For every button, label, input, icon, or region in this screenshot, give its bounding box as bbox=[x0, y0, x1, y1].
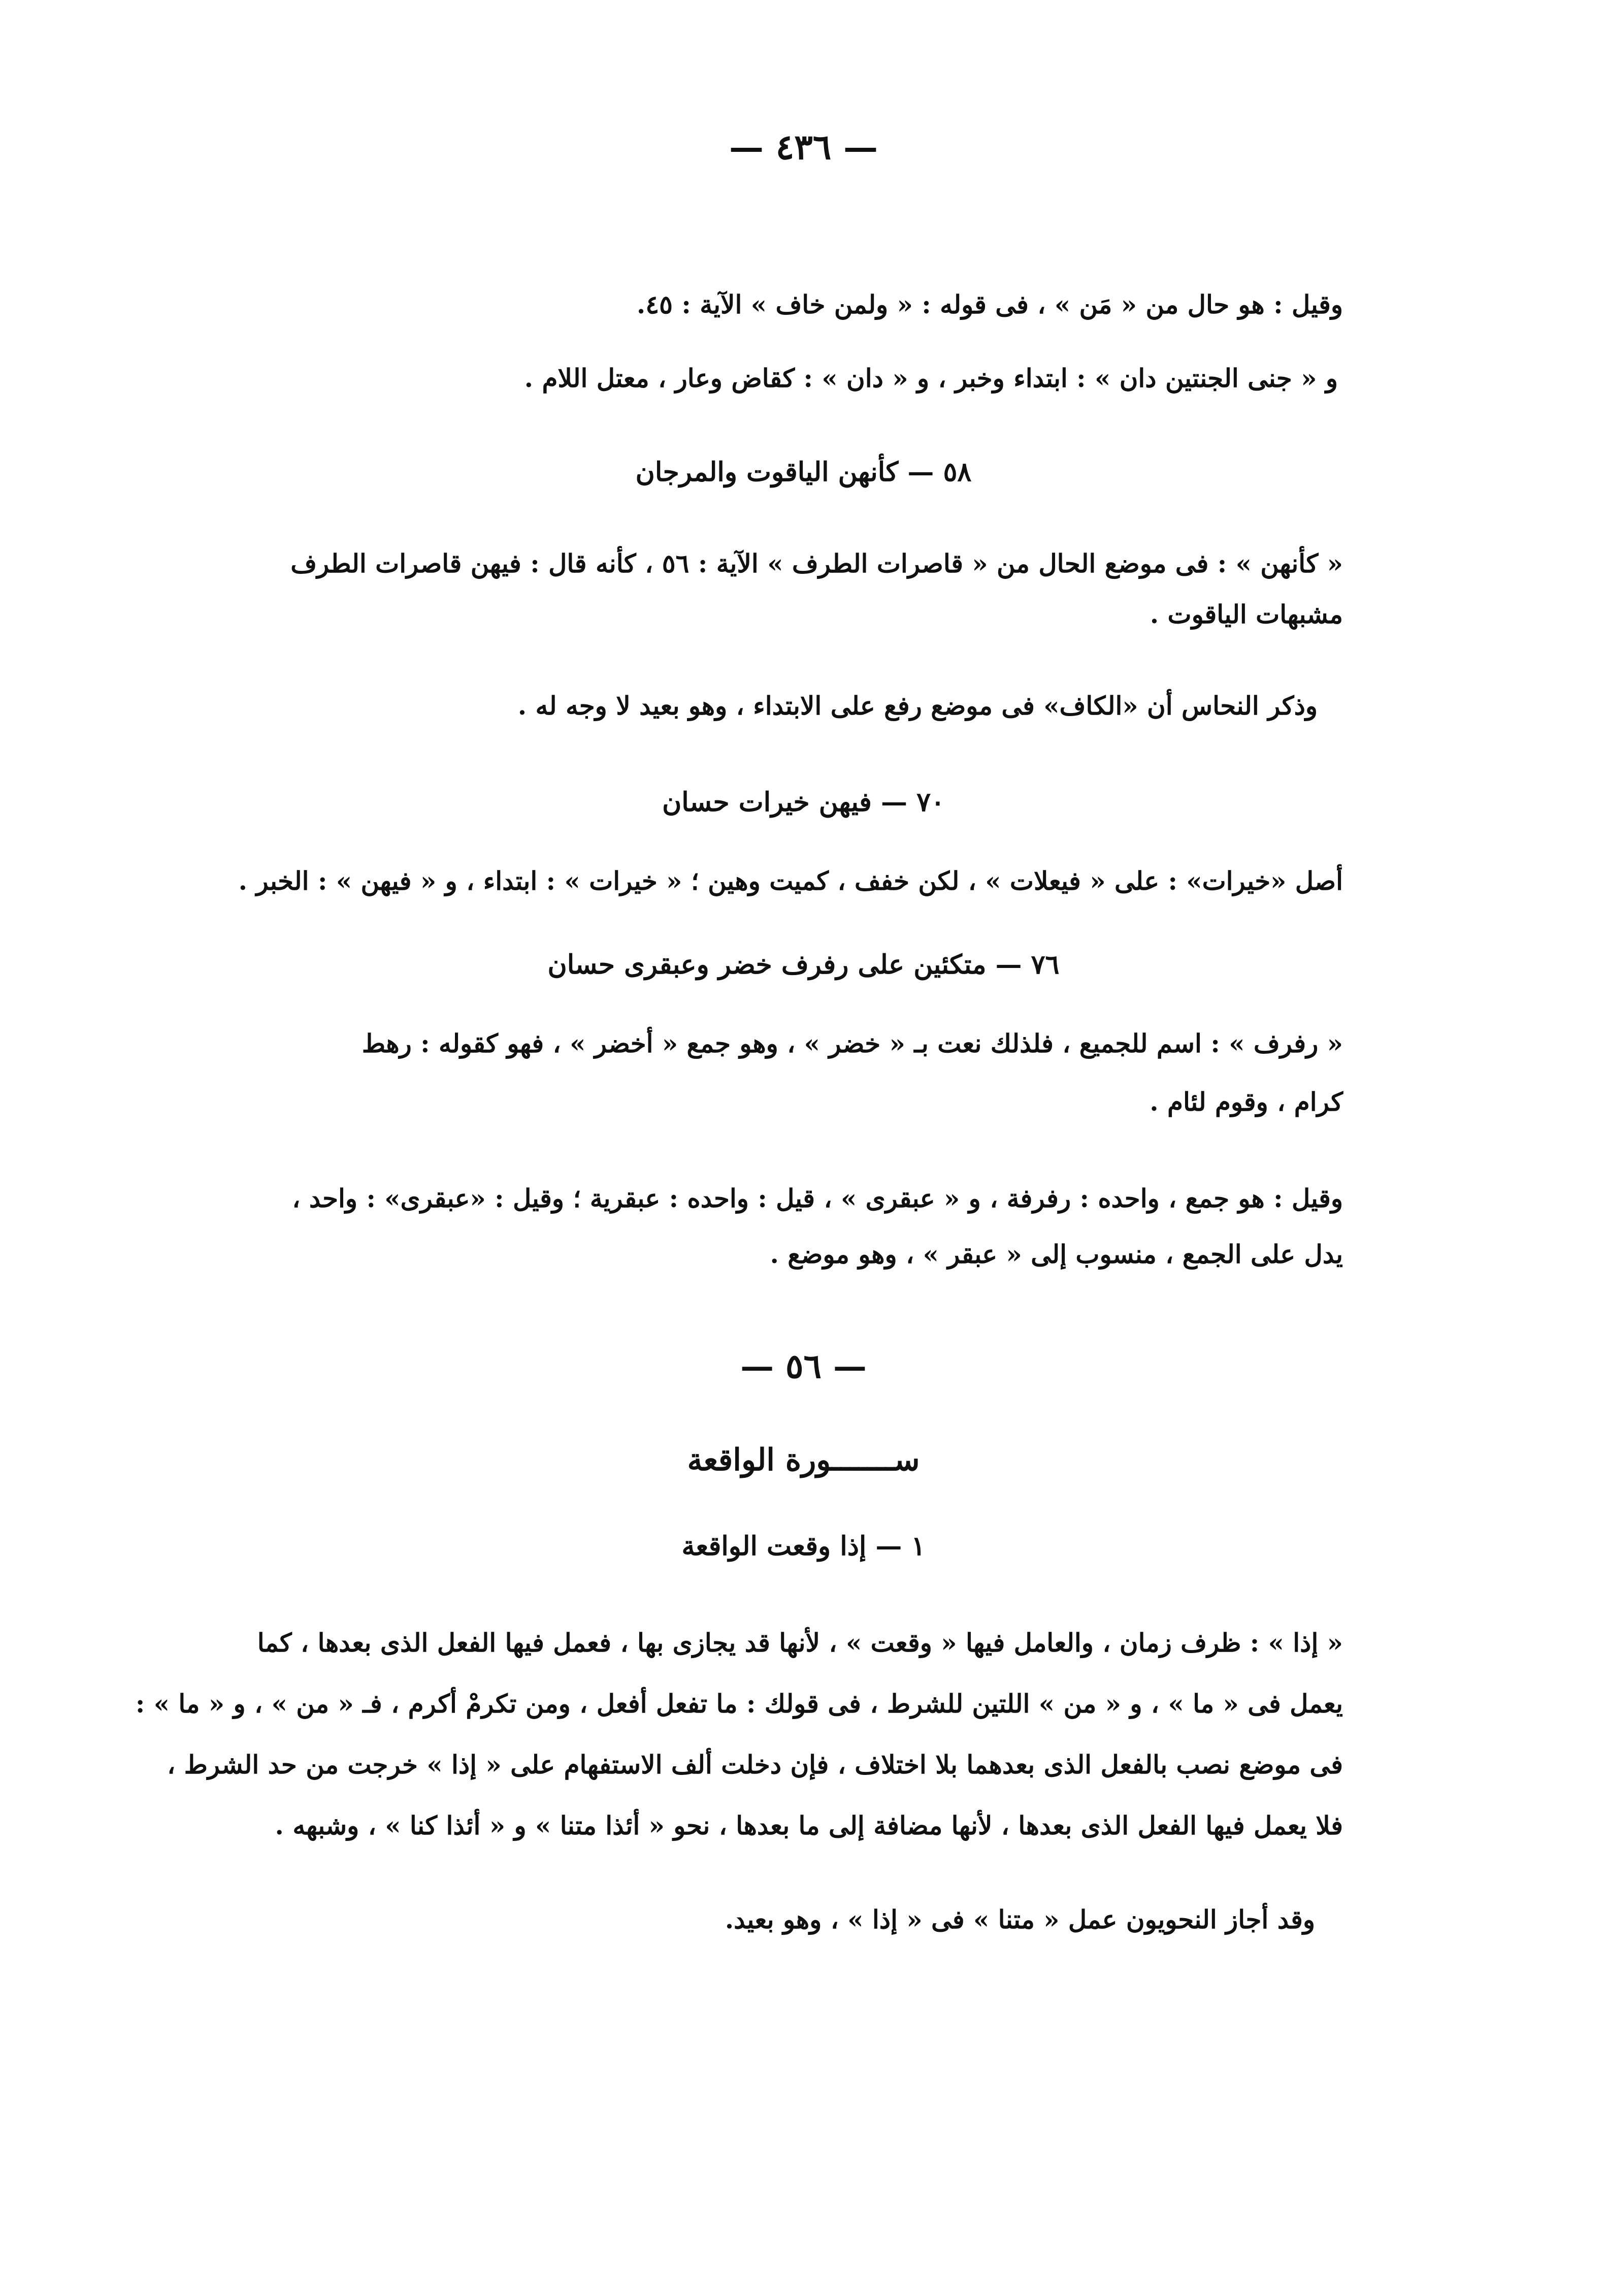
paragraph-line: يدل على الجمع ، منسوب إلى « عبقر » ، وهو موضع . bbox=[770, 1239, 1343, 1269]
paragraph-line: مشبهات الياقوت . bbox=[1150, 599, 1343, 629]
paragraph-line: فى موضع نصب بالفعل الذى بعدهما بلا اختلاف ، فإن دخلت ألف الاستفهام على « إذا » خرجت من حد الشرط ، bbox=[167, 1750, 1343, 1780]
paragraph-line: وذكر النحاس أن «الكاف» فى موضع رفع على الابتداء ، وهو بعيد لا وجه له . bbox=[517, 691, 1318, 721]
paragraph-line: فلا يعمل فيها الفعل الذى بعدها ، لأنها مضافة إلى ما بعدها ، نحو « أئذا متنا » و « أئذا كنا » ، وشبهه . bbox=[275, 1810, 1343, 1840]
paragraph-line: وقيل : هو حال من « مَن » ، فى قوله : « ولمن خاف » الآية : ٤٥. bbox=[636, 289, 1343, 319]
sura-number: — ٥٦ — bbox=[740, 1346, 867, 1386]
paragraph-line: وقد أجاز النحويون عمل « متنا » فى « إذا » ، وهو بعيد. bbox=[725, 1904, 1315, 1934]
verse-heading: ٥٨ — كأنهن الياقوت والمرجان bbox=[635, 457, 972, 488]
paragraph-line: وقيل : هو جمع ، واحده : رفرفة ، و « عبقرى » ، قيل : واحده : عبقرية ؛ وقيل : «عبقرى» : واحد ، bbox=[292, 1183, 1343, 1213]
paragraph-line: و « جنى الجنتين دان » : ابتداء وخبر ، و « دان » : كقاض وعار ، معتل اللام . bbox=[524, 363, 1338, 393]
paragraph-line: أصل «خيرات» : على « فيعلات » ، لكن خفف ، كميت وهين ؛ « خيرات » : ابتداء ، و « فيهن » : الخبر . bbox=[238, 866, 1343, 896]
verse-heading: ٧٠ — فيهن خيرات حسان bbox=[662, 787, 945, 818]
paragraph-line: « إذا » : ظرف زمان ، والعامل فيها « وقعت » ، لأنها قد يجازى بها ، فعمل فيها الفعل الذى بعدها ، كما bbox=[257, 1628, 1343, 1658]
verse-heading: ٧٦ — متكئين على رفرف خضر وعبقرى حسان bbox=[547, 949, 1060, 980]
verse-heading: ١ — إذا وقعت الواقعة bbox=[681, 1531, 926, 1562]
paragraph-line: كرام ، وقوم لئام . bbox=[1150, 1087, 1343, 1117]
paragraph-line: « كأنهن » : فى موضع الحال من « قاصرات الطرف » الآية : ٥٦ ، كأنه قال : فيهن قاصرات الطرف bbox=[290, 548, 1343, 578]
page-number: — ٤٣٦ — bbox=[729, 127, 878, 168]
paragraph-line: « رفرف » : اسم للجميع ، فلذلك نعت بـ « خضر » ، وهو جمع « أخضر » ، فهو كقوله : رهط bbox=[362, 1028, 1343, 1058]
sura-title: ســـــــورة الواقعة bbox=[687, 1442, 920, 1478]
paragraph-line: يعمل فى « ما » ، و « من » اللتين للشرط ، فى قولك : ما تفعل أفعل ، ومن تكرمْ أكرم ، فـ « من » ، و « ما » : bbox=[135, 1689, 1343, 1719]
